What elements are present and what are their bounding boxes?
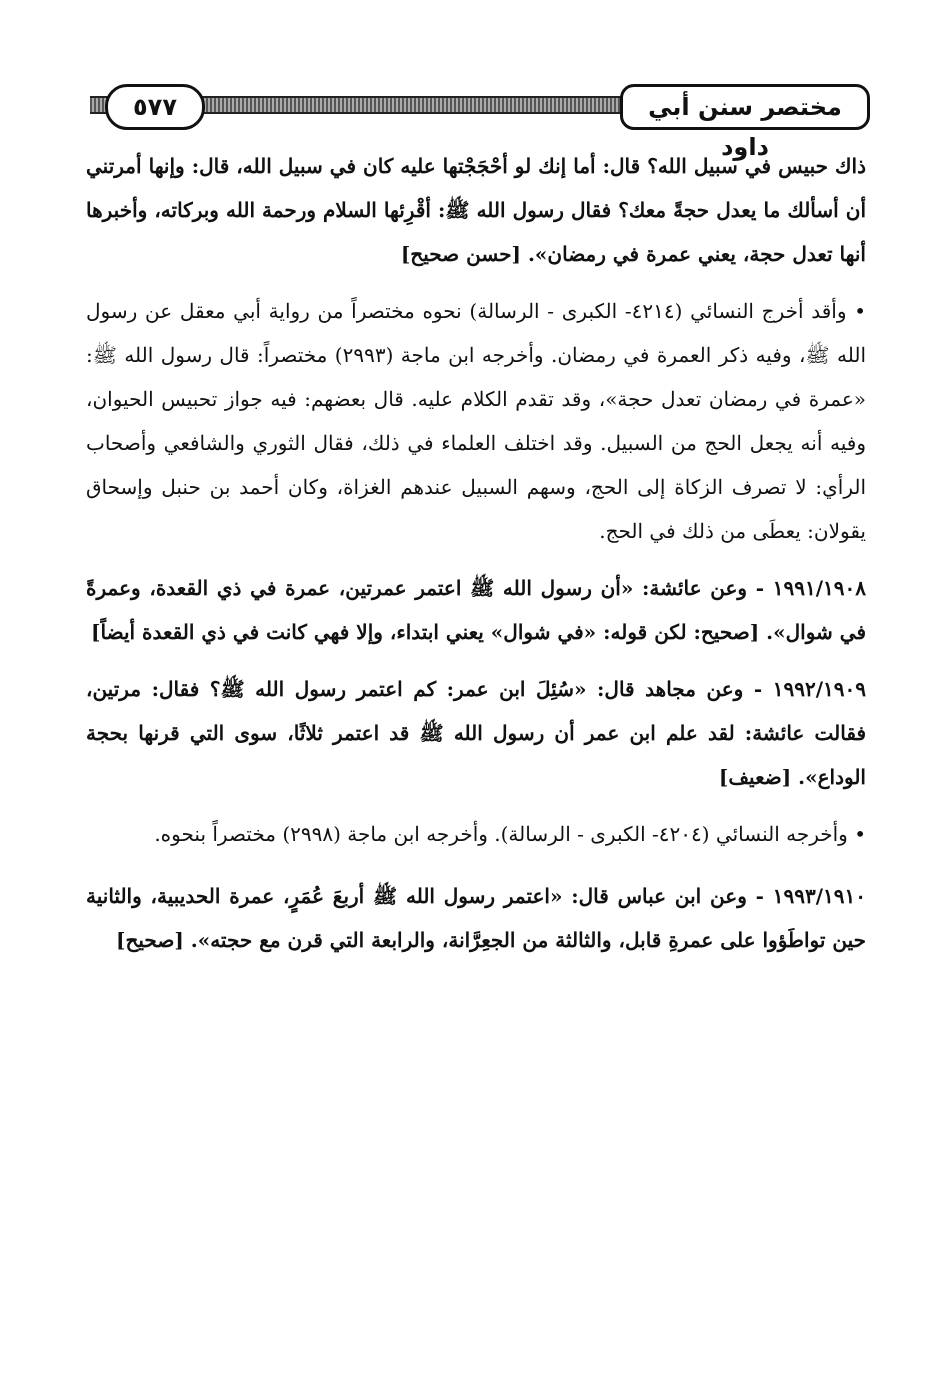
paragraph-hadith-continuation: ذاك حبيس في سبيل الله؟ قال: أما إنك لو أحْجَجْتها عليه كان في سبيل الله، قال: وإنها أمرتني أن أسألك ما يعدل حجةً معك؟ فقال رسول الله ﷺ: أقْرِئها السلام ورحمة الله وبركاته، وأخبرها أنها تعدل حجة، يعني عمرة في رمضان». [حسن صحيح] xyxy=(86,154,866,266)
page-header xyxy=(90,84,870,161)
book-title: مختصر سنن أبي داود xyxy=(620,84,870,130)
paragraph-commentary-1: • وأقد أخرج النسائي (٤٢١٤- الكبرى - الرسالة) نحوه مختصراً من رواية أبي معقل عن رسول الله ﷺ، وفيه ذكر العمرة في رمضان. وأخرجه ابن ماجة (٢٩٩٣) مختصراً: قال رسول الله ﷺ: «عمرة في رمضان تعدل حجة»، وقد تقدم الكلام عليه. قال بعضهم: فيه جواز تحبيس الحيوان، وفيه أنه يجعل الحج من السبيل. وقد اختلف العلماء في ذلك، فقال الثوري والشافعي وأصحاب الرأي: لا تصرف الزكاة إلى الحج، وسهم السبيل عندهم الغزاة، وكان أحمد بن حنبل وإسحاق يقولان: يعطَى من ذلك في الحج. xyxy=(86,299,867,543)
paragraph-hadith-1991: ١٩٩١/١٩٠٨ - وعن عائشة: «أن رسول الله ﷺ اعتمر عمرتين، عمرة في ذي القعدة، وعمرةً في شوال». [صحيح: لكن قوله: «في شوال» يعني ابتداء، وإلا فهي كانت في ذي القعدة أيضاً] xyxy=(86,576,866,644)
paragraph-commentary-2: • وأخرجه النسائي (٤٢٠٤- الكبرى - الرسالة). وأخرجه ابن ماجة (٢٩٩٨) مختصراً بنحوه. xyxy=(154,822,866,846)
paragraph-hadith-1993: ١٩٩٣/١٩١٠ - وعن ابن عباس قال: «اعتمر رسول الله ﷺ أربعَ عُمَرٍ، عمرة الحديبية، والثانية حين تواطَؤوا على عمرةِ قابل، والثالثة من الجعِرَّانة، والرابعة التي قرن مع حجته». [صحيح] xyxy=(86,884,866,952)
paragraph-hadith-1992: ١٩٩٢/١٩٠٩ - وعن مجاهد قال: «سُئِلَ ابن عمر: كم اعتمر رسول الله ﷺ؟ فقال: مرتين، فقالت عائشة: لقد علم ابن عمر أن رسول الله ﷺ قد اعتمر ثلاثًا، سوى التي قرنها بحجة الوداع». [ضعيف] xyxy=(86,677,866,789)
page-number: ٥٧٧ xyxy=(105,84,205,130)
page-body xyxy=(86,144,866,962)
